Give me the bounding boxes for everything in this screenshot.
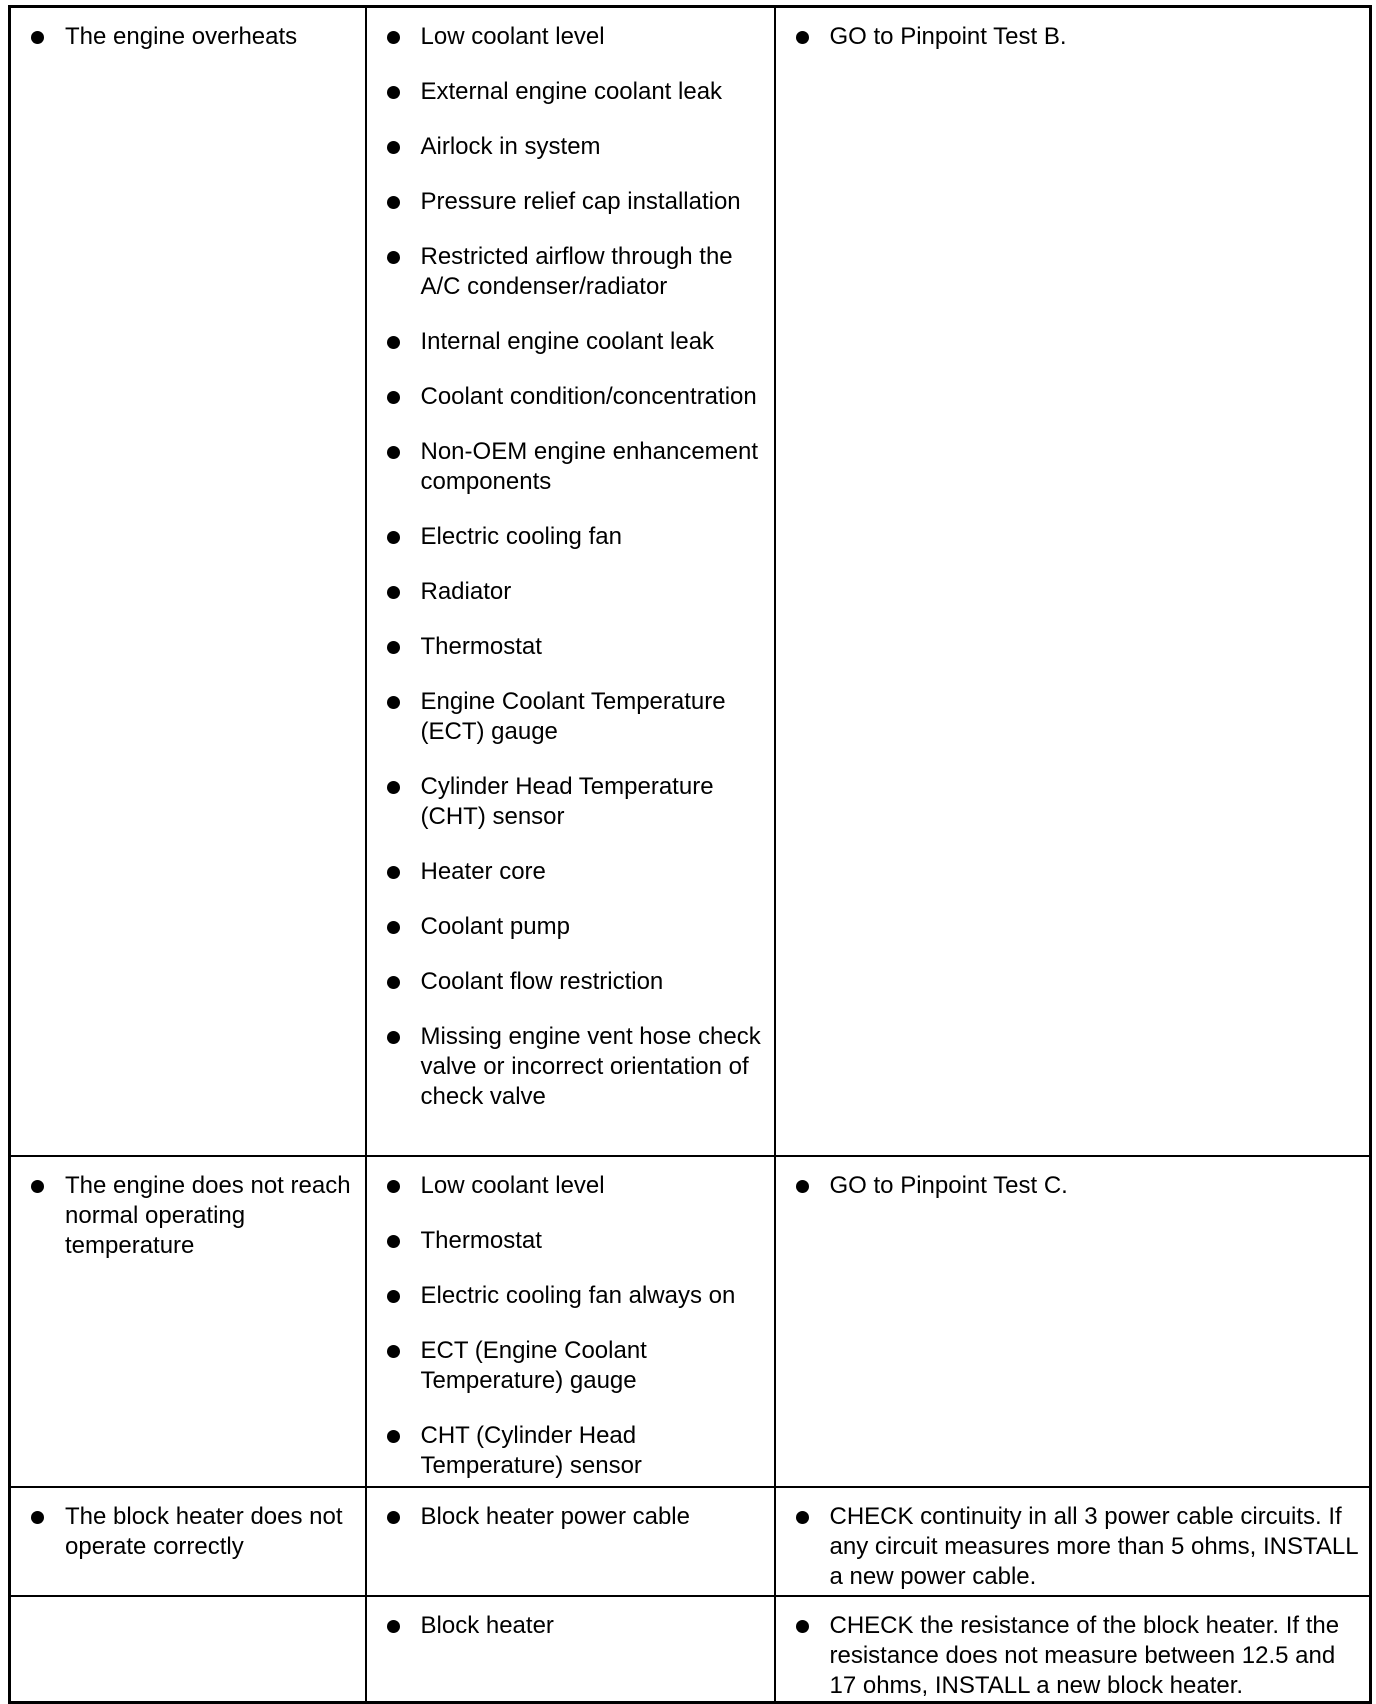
item-text: CHECK continuity in all 3 power cable circuits. If any circuit measures more than 5 ohms, INSTALL a new power cable. xyxy=(829,1502,1358,1590)
bullet-icon xyxy=(387,446,400,459)
item-text: Coolant pump xyxy=(420,913,570,940)
bullet-icon xyxy=(387,1620,400,1633)
item-text: Block heater xyxy=(420,1611,554,1639)
action-item xyxy=(796,22,1362,52)
item-text: Missing engine vent hose check valve or incorrect orientation of check valve xyxy=(420,1023,761,1110)
bullet-icon xyxy=(796,1511,809,1524)
causes-item xyxy=(387,687,766,747)
item-text: Low coolant level xyxy=(420,1171,605,1199)
condition-cell xyxy=(10,1487,366,1596)
action-item xyxy=(796,1171,1362,1201)
action-cell xyxy=(775,1596,1371,1703)
item-text: Coolant flow restriction xyxy=(420,968,664,995)
bullet-icon xyxy=(387,866,400,879)
bullet-icon xyxy=(796,1620,809,1633)
bullet-icon xyxy=(387,921,400,934)
bullet-icon xyxy=(31,1180,44,1193)
bullet-icon xyxy=(387,86,400,99)
bullet-icon xyxy=(796,31,809,44)
action-cell xyxy=(775,7,1371,1156)
table-row xyxy=(10,1156,1371,1487)
bullet-icon xyxy=(31,31,44,44)
causes-item xyxy=(387,187,766,217)
item-text: Electric cooling fan xyxy=(420,523,622,550)
causes-item xyxy=(387,967,766,997)
causes-cell xyxy=(366,1487,775,1596)
item-text: Thermostat xyxy=(420,1226,542,1254)
causes-item xyxy=(387,22,766,52)
condition-cell xyxy=(10,1596,366,1703)
bullet-icon xyxy=(387,391,400,404)
causes-item xyxy=(387,1611,766,1641)
table-row xyxy=(10,1487,1371,1596)
diagnosis-table xyxy=(8,5,1372,1704)
bullet-icon xyxy=(387,1180,400,1193)
action-item xyxy=(796,1611,1362,1701)
causes-item xyxy=(387,857,766,887)
causes-item xyxy=(387,1022,766,1112)
causes-item xyxy=(387,132,766,162)
bullet-icon xyxy=(387,1345,400,1358)
bullet-icon xyxy=(796,1180,809,1193)
item-text: The block heater does not operate correctly xyxy=(65,1502,343,1560)
bullet-icon xyxy=(387,336,400,349)
causes-item xyxy=(387,912,766,942)
causes-item xyxy=(387,327,766,357)
causes-cell xyxy=(366,7,775,1156)
bullet-icon xyxy=(387,1031,400,1044)
bullet-icon xyxy=(387,141,400,154)
item-text: Pressure relief cap installation xyxy=(420,188,741,215)
table-row xyxy=(10,7,1371,1156)
item-text: The engine does not reach normal operating temperature xyxy=(65,1171,351,1259)
causes-item xyxy=(387,1421,766,1481)
causes-item xyxy=(387,522,766,552)
item-text: Thermostat xyxy=(420,633,542,660)
bullet-icon xyxy=(387,1235,400,1248)
item-text: Restricted airflow through the A/C condenser/radiator xyxy=(420,243,733,300)
bullet-icon xyxy=(387,976,400,989)
condition-item xyxy=(31,1171,357,1261)
item-text: Heater core xyxy=(420,858,546,885)
item-text: GO to Pinpoint Test C. xyxy=(829,1171,1068,1199)
bullet-icon xyxy=(31,1511,44,1524)
item-text: Cylinder Head Temperature (CHT) sensor xyxy=(420,773,714,830)
condition-item xyxy=(31,22,357,52)
condition-cell xyxy=(10,1156,366,1487)
causes-item xyxy=(387,437,766,497)
bullet-icon xyxy=(387,251,400,264)
causes-item xyxy=(387,382,766,412)
bullet-icon xyxy=(387,196,400,209)
item-text: Low coolant level xyxy=(420,23,605,50)
bullet-icon xyxy=(387,1511,400,1524)
table-row xyxy=(10,1596,1371,1703)
item-text: Electric cooling fan always on xyxy=(420,1281,736,1309)
item-text: Internal engine coolant leak xyxy=(420,328,715,355)
causes-item xyxy=(387,1226,766,1256)
item-text: Engine Coolant Temperature (ECT) gauge xyxy=(420,688,726,745)
causes-item xyxy=(387,1281,766,1311)
bullet-icon xyxy=(387,1290,400,1303)
item-text: GO to Pinpoint Test B. xyxy=(829,23,1067,50)
item-text: Non-OEM engine enhancement components xyxy=(420,438,759,495)
condition-item xyxy=(31,1502,357,1562)
item-text: External engine coolant leak xyxy=(420,78,723,105)
causes-item xyxy=(387,772,766,832)
causes-item xyxy=(387,77,766,107)
bullet-icon xyxy=(387,641,400,654)
item-text: Radiator xyxy=(420,578,512,605)
causes-cell xyxy=(366,1596,775,1703)
causes-item xyxy=(387,1171,766,1201)
action-cell xyxy=(775,1156,1371,1487)
item-text: Block heater power cable xyxy=(420,1502,690,1530)
action-item xyxy=(796,1502,1362,1592)
causes-item xyxy=(387,632,766,662)
item-text: CHT (Cylinder Head Temperature) sensor xyxy=(420,1421,642,1479)
item-text: Airlock in system xyxy=(420,133,601,160)
causes-item xyxy=(387,1502,766,1532)
causes-item xyxy=(387,577,766,607)
causes-item xyxy=(387,242,766,302)
item-text: Coolant condition/concentration xyxy=(420,383,757,410)
bullet-icon xyxy=(387,781,400,794)
bullet-icon xyxy=(387,696,400,709)
bullet-icon xyxy=(387,586,400,599)
bullet-icon xyxy=(387,531,400,544)
item-text: ECT (Engine Coolant Temperature) gauge xyxy=(420,1336,647,1394)
action-cell xyxy=(775,1487,1371,1596)
bullet-icon xyxy=(387,31,400,44)
item-text: The engine overheats xyxy=(65,23,298,50)
causes-cell xyxy=(366,1156,775,1487)
condition-cell xyxy=(10,7,366,1156)
item-text: CHECK the resistance of the block heater. If the resistance does not measure between 12.5 and 17 ohms, INSTALL a new block heater. xyxy=(829,1611,1340,1699)
causes-item xyxy=(387,1336,766,1396)
bullet-icon xyxy=(387,1430,400,1443)
